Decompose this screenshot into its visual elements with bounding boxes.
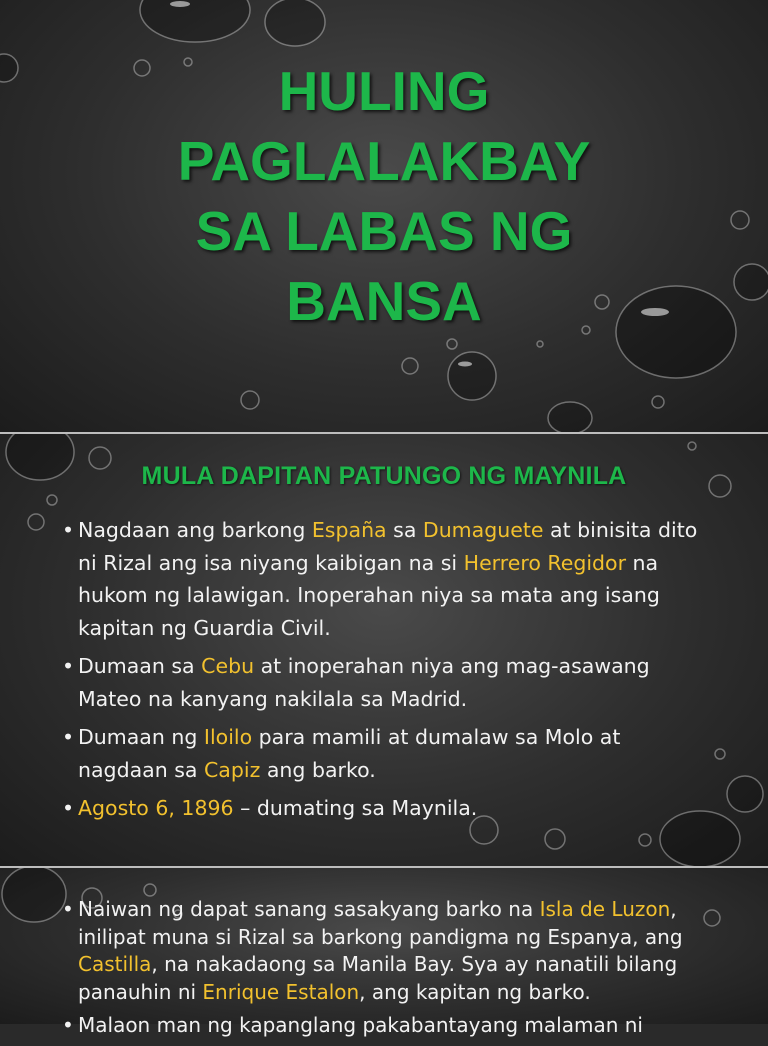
bullet-text: , ang kapitan ng barko. xyxy=(359,979,591,1004)
bullet-list xyxy=(62,514,712,831)
bullet-text: at binisita dito ni Rizal ang isa niyang kaibigan na si xyxy=(78,518,698,575)
title-line: SA LABAS NG xyxy=(195,200,573,262)
bullet-item xyxy=(62,896,712,1006)
highlighted-text: Isla de Luzon xyxy=(539,897,671,921)
bullet-item xyxy=(62,721,712,786)
bullet-text: Malaon man ng kapanglang pakabantayang malaman ni xyxy=(78,1013,643,1037)
bullet-item xyxy=(62,514,712,644)
slide-heading: MULA DAPITAN PATUNGO NG MAYNILA xyxy=(141,462,627,490)
bullet-item xyxy=(62,792,712,825)
highlighted-text: Herrero Regidor xyxy=(463,550,627,575)
bullet-text: para mamili at dumalaw sa Molo at nagdaan sa xyxy=(78,725,621,782)
highlighted-text: Iloilo xyxy=(203,725,253,749)
bullet-text: , inilipat muna si Rizal sa barkong pandigma ng Espanya, ang xyxy=(78,897,683,949)
title-line: HULING xyxy=(278,60,490,122)
bullet-list xyxy=(62,896,712,1046)
bullet-text: na hukom ng lalawigan. Inoperahan niya sa mata ang isang kapitan ng Guardia Civil. xyxy=(78,550,660,640)
bullet-text: , na nakadaong sa Manila Bay. Sya ay nanatili bilang panauhin ni xyxy=(78,952,678,1004)
bullet-text: Naiwan ng dapat sanang sasakyang barko na xyxy=(78,897,540,921)
title-line: PAGLALAKBAY xyxy=(177,130,591,192)
highlighted-text: Capiz xyxy=(203,757,261,782)
highlighted-text: España xyxy=(311,518,387,542)
highlighted-text: Agosto 6, 1896 xyxy=(78,796,234,820)
bullet-text: – dumating sa Maynila. xyxy=(233,796,478,820)
title-line: BANSA xyxy=(286,270,482,332)
title-slide xyxy=(0,0,768,432)
bullet-text: at inoperahan niya ang mag-asawang Mateo na kanyang nakilala sa Madrid. xyxy=(78,654,650,711)
highlighted-text: Cebu xyxy=(201,654,255,678)
bullet-text: Dumaan ng xyxy=(78,725,204,749)
bullet-text: Dumaan sa xyxy=(78,654,202,678)
bullet-item xyxy=(62,1012,712,1040)
bullet-text: Nagdaan ang barkong xyxy=(78,518,312,542)
highlighted-text: Enrique Estalon xyxy=(202,979,360,1004)
highlighted-text: Dumaguete xyxy=(422,518,544,542)
bullet-text: sa xyxy=(386,518,423,542)
bullet-text: ang barko. xyxy=(260,757,376,782)
bullet-item xyxy=(62,650,712,715)
highlighted-text: Castilla xyxy=(78,952,152,976)
slide-title xyxy=(0,56,768,336)
